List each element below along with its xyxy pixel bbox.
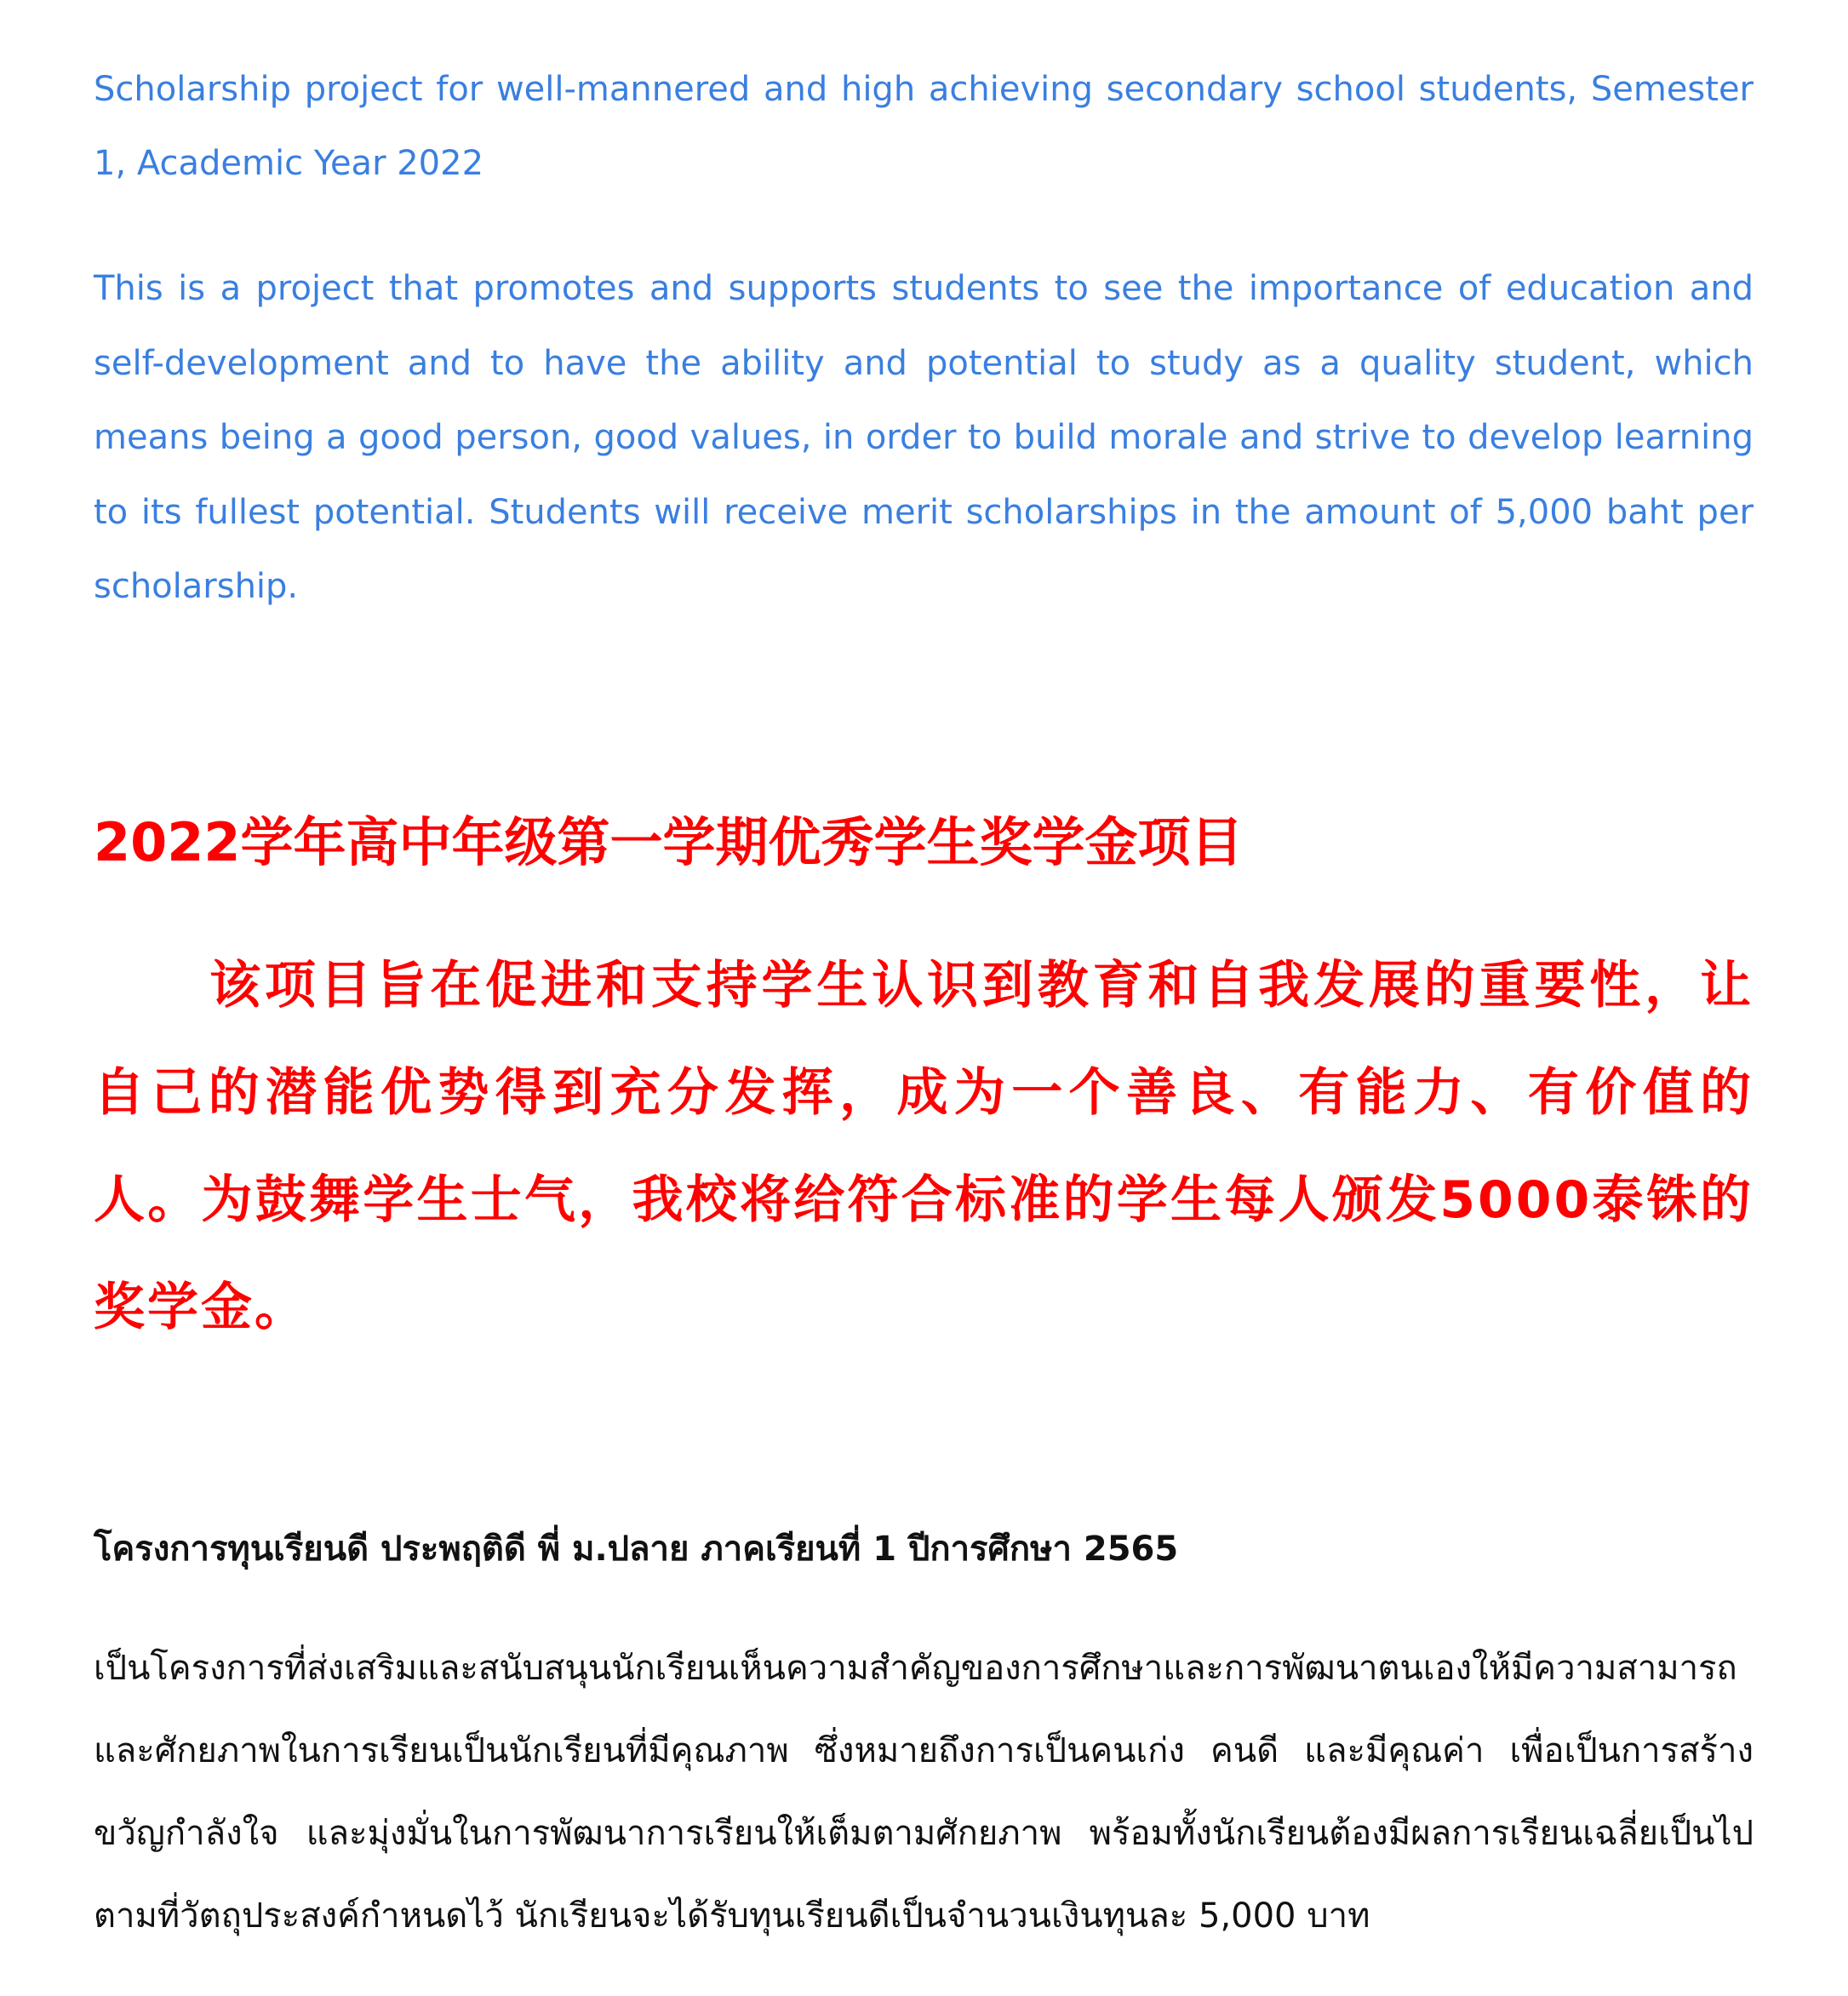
chinese-title: 2022学年高中年级第一学期优秀学生奖学金项目 xyxy=(94,811,1244,873)
chinese-body: 该项目旨在促进和支持学生认识到教育和自我发展的重要性，让自己的潜能优势得到充分发挥，成为一个善良、有能力、有价值的人。为鼓舞学生士气，我校将给符合标准的学生每人颁发5000泰铢的奖学金。 xyxy=(94,956,1754,1337)
thai-body: เป็นโครงการที่ส่งเสริมและสนับสนุนนักเรียนเห็นความสำคัญของการศึกษาและการพัฒนาตนเองให้มีความสามารถและศักยภาพในการเรียนเป็นนักเรียนที่มีคุณภาพ ซึ่งหมายถึงการเป็นคนเก่ง คนดี และมีคุณค่า เพื่อเป็นการสร้างขวัญกำลังใจ และมุ่งมั่นในการพัฒนาการเรียนให้เต็มตามศักยภาพ พร้อมทั้งนักเรียนต้องมีผลการเรียนเฉลี่ยเป็นไปตามที่วัตถุประสงค์กำหนดไว้ นักเรียนจะได้รับทุนเรียนดีเป็นจำนวนเงินทุนละ 5,000 บาท xyxy=(94,1649,1754,1936)
english-body: This is a project that promotes and supports students to see the importance of education and self-development and to have the ability and potential to study as a quality student, which means being a good person, good values, in order to build morale and strive to develop learning to its fullest potential. Students will receive merit scholarships in the amount of 5,000 baht per scholarship. xyxy=(94,269,1754,606)
thai-title: โครงการทุนเรียนดี ประพฤติดี พี่ ม.ปลาย ภาคเรียนที่ 1 ปีการศึกษา 2565 xyxy=(94,1530,1179,1569)
english-title: Scholarship project for well-mannered and high achieving secondary school students, Semester 1, Academic Year 2022 xyxy=(94,70,1754,183)
